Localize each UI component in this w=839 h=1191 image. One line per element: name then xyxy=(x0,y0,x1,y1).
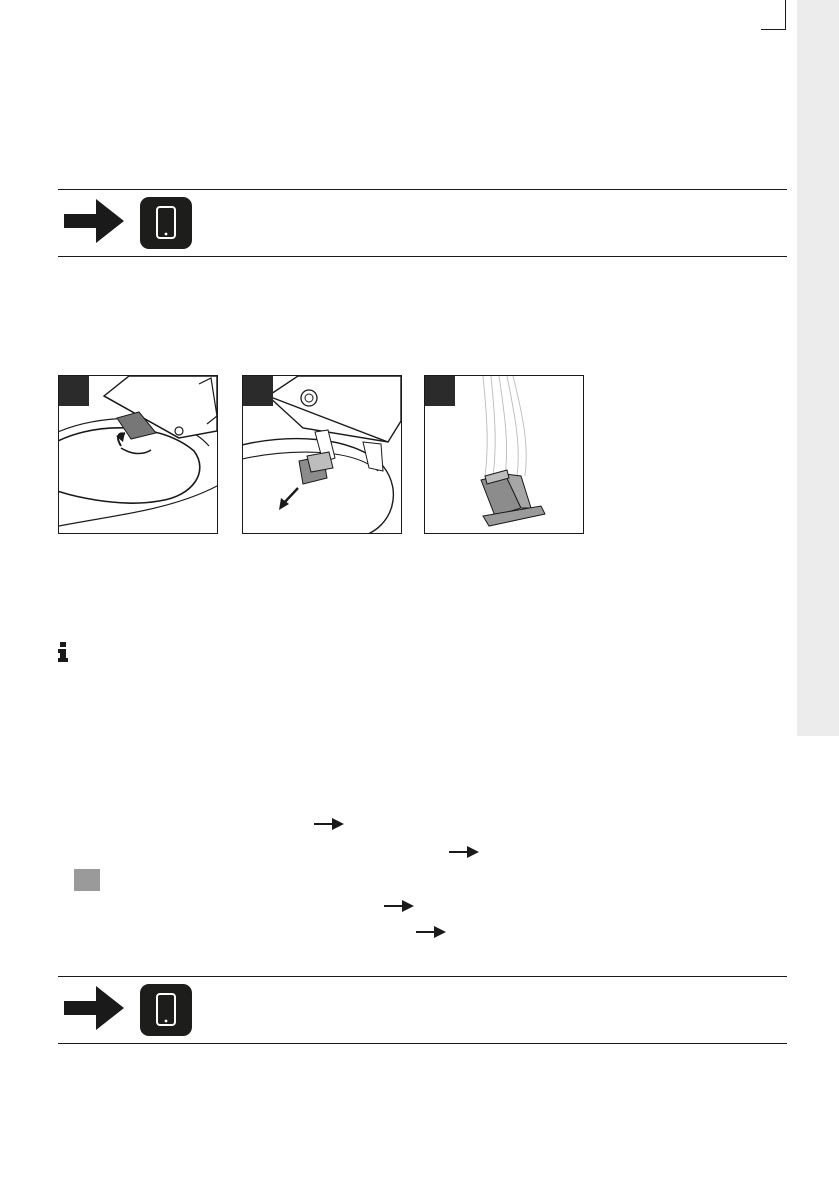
crop-mark-vertical xyxy=(785,0,786,30)
smartphone-app-icon xyxy=(140,197,192,249)
notice-top-rule-lower xyxy=(58,256,787,257)
panel-tag xyxy=(243,376,273,406)
figure-panel-2 xyxy=(242,375,402,534)
arrow-right-icon xyxy=(416,925,446,939)
notice-bottom-rule-lower xyxy=(58,1043,787,1044)
notice-bottom-rule-upper xyxy=(58,976,787,977)
figure-panel-3 xyxy=(424,375,584,534)
figure-panel-1 xyxy=(58,375,218,534)
arrow-right-icon xyxy=(384,899,414,913)
arrow-right-icon xyxy=(449,845,479,859)
notice-top-rule-upper xyxy=(58,189,787,190)
arrow-right-icon xyxy=(64,986,124,1030)
arrow-right-icon xyxy=(64,199,124,243)
info-icon xyxy=(56,642,70,662)
panel-tag xyxy=(59,376,89,406)
smartphone-app-icon xyxy=(140,984,192,1036)
side-tab xyxy=(797,0,839,736)
gray-marker-square xyxy=(74,869,100,891)
arrow-right-icon xyxy=(314,817,344,831)
crop-mark-horizontal xyxy=(761,29,786,30)
panel-tag xyxy=(425,376,455,406)
